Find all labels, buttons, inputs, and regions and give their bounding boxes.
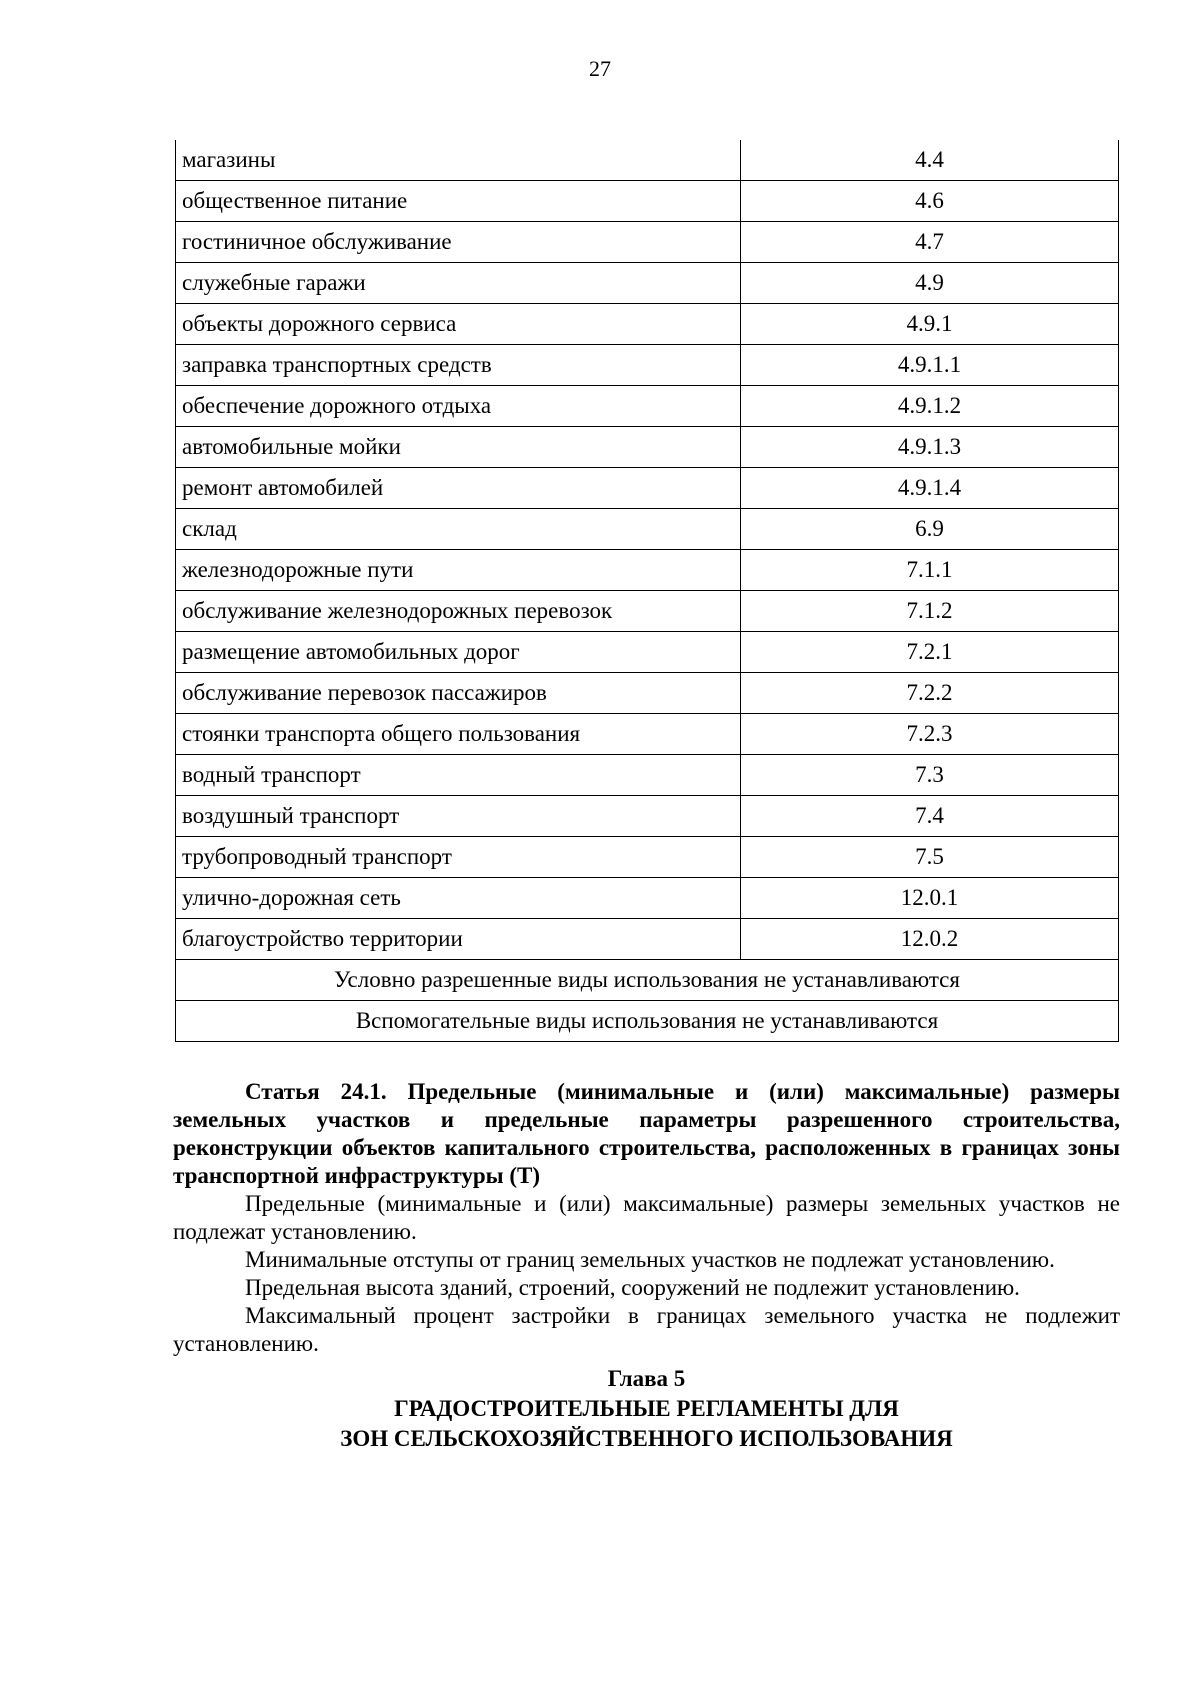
- table-row: [176, 304, 1119, 345]
- table-row: [176, 591, 1119, 632]
- chapter-label: Глава 5: [607, 1366, 686, 1391]
- use-name-cell: трубопроводный транспорт: [176, 837, 741, 878]
- table-row: [176, 960, 1119, 1001]
- use-code-cell: 4.9.1.2: [741, 386, 1119, 427]
- use-name-cell: стоянки транспорта общего пользования: [176, 714, 741, 755]
- table-row: [176, 714, 1119, 755]
- permitted-uses-table-body: [176, 140, 1119, 1042]
- use-name-cell: автомобильные мойки: [176, 427, 741, 468]
- article-heading: Статья 24.1. Предельные (минимальные и (или) максимальные) размеры земельных участков и предельные параметры разрешенного строительства, реконструкции объектов капитального строительства, расположенных в границах зоны транспортной инфраструктуры (Т): [173, 1079, 1120, 1188]
- use-name-cell: железнодорожные пути: [176, 550, 741, 591]
- use-code-cell: 4.9.1.3: [741, 427, 1119, 468]
- auxiliary-uses-cell: Вспомогательные виды использования не устанавливаются: [176, 1001, 1119, 1042]
- use-code-cell: 4.9.1.1: [741, 345, 1119, 386]
- use-name-cell: магазины: [176, 140, 741, 181]
- table-row: [176, 509, 1119, 550]
- table-row: [176, 468, 1119, 509]
- use-name-cell: заправка транспортных средств: [176, 345, 741, 386]
- use-code-cell: 4.9.1: [741, 304, 1119, 345]
- article-paragraph: Предельные (минимальные и (или) максимальные) размеры земельных участков не подлежат установлению.: [173, 1191, 1120, 1244]
- use-code-cell: 4.7: [741, 222, 1119, 263]
- article-paragraph: Минимальные отступы от границ земельных участков не подлежат установлению.: [245, 1247, 1055, 1272]
- use-name-cell: благоустройство территории: [176, 919, 741, 960]
- use-name-cell: воздушный транспорт: [176, 796, 741, 837]
- use-code-cell: 4.4: [741, 140, 1119, 181]
- table-row: [176, 345, 1119, 386]
- use-code-cell: 7.1.1: [741, 550, 1119, 591]
- chapter-title-line-1: ГРАДОСТРОИТЕЛЬНЫЕ РЕГЛАМЕНТЫ ДЛЯ: [394, 1396, 899, 1421]
- article-section: [173, 1078, 1120, 1454]
- use-code-cell: 7.5: [741, 837, 1119, 878]
- use-name-cell: размещение автомобильных дорог: [176, 632, 741, 673]
- conditional-uses-cell: Условно разрешенные виды использования не устанавливаются: [176, 960, 1119, 1001]
- table-row: [176, 386, 1119, 427]
- chapter-heading: [173, 1364, 1120, 1454]
- use-name-cell: обеспечение дорожного отдыха: [176, 386, 741, 427]
- use-code-cell: 7.2.1: [741, 632, 1119, 673]
- use-code-cell: 12.0.2: [741, 919, 1119, 960]
- chapter-title-line-2: ЗОН СЕЛЬСКОХОЗЯЙСТВЕННОГО ИСПОЛЬЗОВАНИЯ: [340, 1426, 953, 1451]
- use-code-cell: 4.9.1.4: [741, 468, 1119, 509]
- use-code-cell: 4.6: [741, 181, 1119, 222]
- use-code-cell: 12.0.1: [741, 878, 1119, 919]
- article-paragraph: Предельная высота зданий, строений, сооружений не подлежит установлению.: [245, 1275, 1020, 1300]
- use-code-cell: 7.3: [741, 755, 1119, 796]
- table-row: [176, 181, 1119, 222]
- use-code-cell: 4.9: [741, 263, 1119, 304]
- table-row: [176, 919, 1119, 960]
- use-name-cell: улично-дорожная сеть: [176, 878, 741, 919]
- use-name-cell: гостиничное обслуживание: [176, 222, 741, 263]
- use-name-cell: общественное питание: [176, 181, 741, 222]
- table-row: [176, 878, 1119, 919]
- use-name-cell: служебные гаражи: [176, 263, 741, 304]
- table-row: [176, 222, 1119, 263]
- use-code-cell: 6.9: [741, 509, 1119, 550]
- table-row: [176, 1001, 1119, 1042]
- permitted-uses-table: [175, 140, 1119, 1042]
- use-name-cell: обслуживание перевозок пассажиров: [176, 673, 741, 714]
- use-code-cell: 7.1.2: [741, 591, 1119, 632]
- use-name-cell: ремонт автомобилей: [176, 468, 741, 509]
- table-row: [176, 673, 1119, 714]
- use-code-cell: 7.4: [741, 796, 1119, 837]
- table-row: [176, 140, 1119, 181]
- table-row: [176, 263, 1119, 304]
- use-code-cell: 7.2.3: [741, 714, 1119, 755]
- use-name-cell: водный транспорт: [176, 755, 741, 796]
- table-row: [176, 550, 1119, 591]
- use-name-cell: склад: [176, 509, 741, 550]
- use-name-cell: обслуживание железнодорожных перевозок: [176, 591, 741, 632]
- table-row: [176, 427, 1119, 468]
- table-row: [176, 755, 1119, 796]
- use-code-cell: 7.2.2: [741, 673, 1119, 714]
- page-number: 27: [589, 56, 611, 81]
- table-row: [176, 837, 1119, 878]
- table-row: [176, 632, 1119, 673]
- article-paragraph: Максимальный процент застройки в границах земельного участка не подлежит установлению.: [173, 1303, 1120, 1356]
- table-row: [176, 796, 1119, 837]
- use-name-cell: объекты дорожного сервиса: [176, 304, 741, 345]
